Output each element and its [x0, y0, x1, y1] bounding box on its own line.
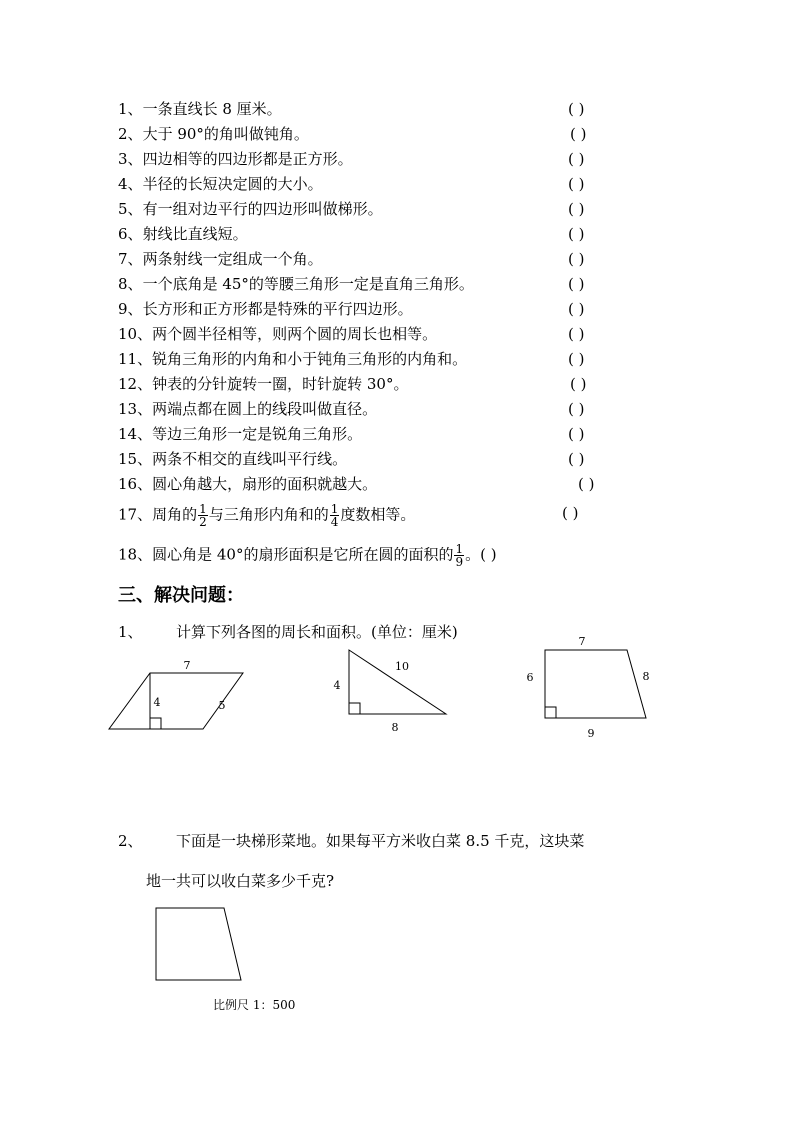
item-number: 11: [118, 350, 138, 368]
item-number: 17: [118, 505, 138, 524]
item-text: 圆心角是 40°的扇形面积是它所在圆的面积的: [152, 545, 454, 564]
item-number: 7: [118, 250, 128, 268]
item-text: 有一组对边平行的四边形叫做梯形。: [142, 200, 383, 218]
list-item-16: [118, 474, 377, 494]
list-item-2: [118, 124, 309, 144]
list-item-10: [118, 324, 437, 344]
item-sep: 、: [127, 250, 143, 268]
item-sep: 、: [127, 300, 143, 318]
label-bottom: 8: [391, 721, 399, 734]
list-item-12: [118, 374, 408, 394]
list-item-7: [118, 249, 323, 269]
item-sep: 、: [127, 225, 143, 243]
answer-parentheses[interactable]: 。( ): [465, 545, 497, 564]
item-text: 大于 90°的角叫做钝角。: [142, 125, 309, 143]
figures-area: [0, 630, 794, 890]
item-number: 12: [118, 375, 138, 393]
item-sep: 、: [137, 505, 153, 524]
item-number: 18: [118, 545, 138, 564]
answer-parentheses[interactable]: ( ): [568, 225, 585, 243]
answer-parentheses[interactable]: ( ): [568, 325, 585, 343]
item-number: 13: [118, 400, 138, 418]
item-text: 钟表的分针旋转一圈，时针旋转 30°。: [152, 375, 409, 393]
answer-parentheses[interactable]: ( ): [568, 100, 585, 118]
right-angle-mark: [545, 707, 556, 718]
answer-parentheses[interactable]: ( ): [578, 475, 595, 493]
item-sep: 、: [137, 350, 153, 368]
answer-parentheses[interactable]: ( ): [568, 425, 585, 443]
fraction-numerator: 1: [455, 542, 464, 556]
item-text: 周角的: [152, 505, 198, 524]
label-left: 6: [526, 671, 534, 684]
item-text: 等边三角形一定是锐角三角形。: [152, 425, 363, 443]
list-item-4: [118, 174, 323, 194]
item-sep: 、: [127, 200, 143, 218]
item-text: 四边相等的四边形都是正方形。: [142, 150, 353, 168]
question-2-line-1: 下面是一块梯形菜地。如果每平方米收白菜 8.5 千克，这块菜: [176, 832, 585, 850]
item-text: 半径的长短决定圆的大小。: [142, 175, 323, 193]
item-number: 3: [118, 150, 128, 168]
item-number: 9: [118, 300, 128, 318]
item-text: 与三角形内角和的: [208, 505, 329, 524]
list-item-8: [118, 274, 474, 294]
trapezoid-shape: [545, 650, 646, 718]
fraction-denominator: 9: [455, 555, 464, 569]
item-text: 一个底角是 45°的等腰三角形一定是直角三角形。: [142, 275, 474, 293]
list-item-6: [118, 224, 248, 244]
label-top: 7: [183, 659, 191, 672]
list-item-5: [118, 199, 383, 219]
answer-parentheses[interactable]: ( ): [568, 250, 585, 268]
question-1-text: 计算下列各图的周长和面积。(单位：厘米): [176, 623, 458, 641]
list-item-11: [118, 349, 467, 369]
list-item-15: [118, 449, 347, 469]
question-1-number: 1、: [118, 623, 143, 641]
item-sep: 、: [137, 400, 153, 418]
label-height: 4: [153, 696, 161, 709]
fraction-one-half: [198, 503, 208, 528]
list-item-9: [118, 299, 413, 319]
label-right: 8: [642, 670, 650, 683]
item-text: 两个圆半径相等，则两个圆的周长也相等。: [152, 325, 438, 343]
item-sep: 、: [127, 175, 143, 193]
item-text: 圆心角越大，扇形的面积就越大。: [152, 475, 378, 493]
list-item-1: [118, 99, 282, 119]
list-item-14: [118, 424, 362, 444]
garden-trapezoid-shape: [156, 908, 241, 980]
fraction-numerator: 1: [199, 502, 207, 516]
answer-parentheses[interactable]: ( ): [568, 300, 585, 318]
item-sep: 、: [127, 150, 143, 168]
question-2-line-2: 地一共可以收白菜多少千克?: [146, 872, 335, 890]
item-text: 两条不相交的直线叫平行线。: [152, 450, 348, 468]
item-text: 两条射线一定组成一个角。: [142, 250, 323, 268]
item-text: 射线比直线短。: [142, 225, 248, 243]
label-hypotenuse: 10: [395, 660, 409, 673]
right-angle-mark: [349, 703, 360, 714]
item-number: 1: [118, 100, 128, 118]
section-title: 三、解决问题：: [118, 585, 244, 606]
garden-trapezoid-figure: [150, 904, 250, 984]
item-sep: 、: [137, 545, 153, 564]
answer-parentheses[interactable]: ( ): [568, 175, 585, 193]
item-sep: 、: [127, 125, 143, 143]
label-side: 5: [218, 699, 226, 712]
item-number: 14: [118, 425, 138, 443]
item-number: 2: [118, 125, 128, 143]
item-number: 16: [118, 475, 138, 493]
fraction-denominator: 4: [330, 515, 339, 529]
item-number: 5: [118, 200, 128, 218]
fraction-numerator: 1: [330, 502, 339, 516]
trapezoid-figure: [527, 635, 650, 740]
answer-parentheses[interactable]: ( ): [570, 125, 587, 143]
parallelogram-figure: [109, 659, 243, 729]
item-text: 锐角三角形的内角和小于钝角三角形的内角和。: [152, 350, 468, 368]
answer-parentheses[interactable]: ( ): [568, 450, 585, 468]
fraction-denominator: 2: [199, 515, 207, 529]
list-item-18: [118, 543, 497, 568]
question-2-number: 2、: [118, 832, 143, 850]
label-bottom: 9: [587, 727, 595, 740]
item-sep: 、: [137, 450, 153, 468]
item-sep: 、: [137, 425, 153, 443]
item-sep: 、: [127, 100, 143, 118]
answer-parentheses[interactable]: ( ): [568, 200, 585, 218]
item-sep: 、: [137, 325, 153, 343]
item-text: 度数相等。: [340, 505, 416, 524]
label-top: 7: [578, 635, 586, 648]
right-angle-mark: [150, 718, 161, 729]
answer-parentheses[interactable]: ( ): [568, 275, 585, 293]
item-number: 6: [118, 225, 128, 243]
item-number: 4: [118, 175, 128, 193]
list-item-17: [118, 503, 415, 528]
answer-parentheses[interactable]: ( ): [568, 400, 585, 418]
fraction-one-ninth: [454, 543, 464, 568]
item-sep: 、: [127, 275, 143, 293]
answer-parentheses[interactable]: ( ): [562, 504, 579, 522]
item-text: 两端点都在圆上的线段叫做直径。: [152, 400, 378, 418]
triangle-figure: [334, 650, 447, 734]
answer-parentheses[interactable]: ( ): [568, 350, 585, 368]
list-item-3: [118, 149, 353, 169]
item-sep: 、: [137, 475, 153, 493]
item-number: 10: [118, 325, 138, 343]
item-number: 15: [118, 450, 138, 468]
item-text: 一条直线长 8 厘米。: [142, 100, 282, 118]
item-sep: 、: [137, 375, 153, 393]
answer-parentheses[interactable]: ( ): [568, 150, 585, 168]
label-left: 4: [333, 679, 341, 692]
item-text: 长方形和正方形都是特殊的平行四边形。: [142, 300, 413, 318]
list-item-13: [118, 399, 377, 419]
item-number: 8: [118, 275, 128, 293]
scale-label: 比例尺 1：500: [213, 998, 296, 1012]
fraction-one-quarter: [330, 503, 340, 528]
answer-parentheses[interactable]: ( ): [570, 375, 587, 393]
